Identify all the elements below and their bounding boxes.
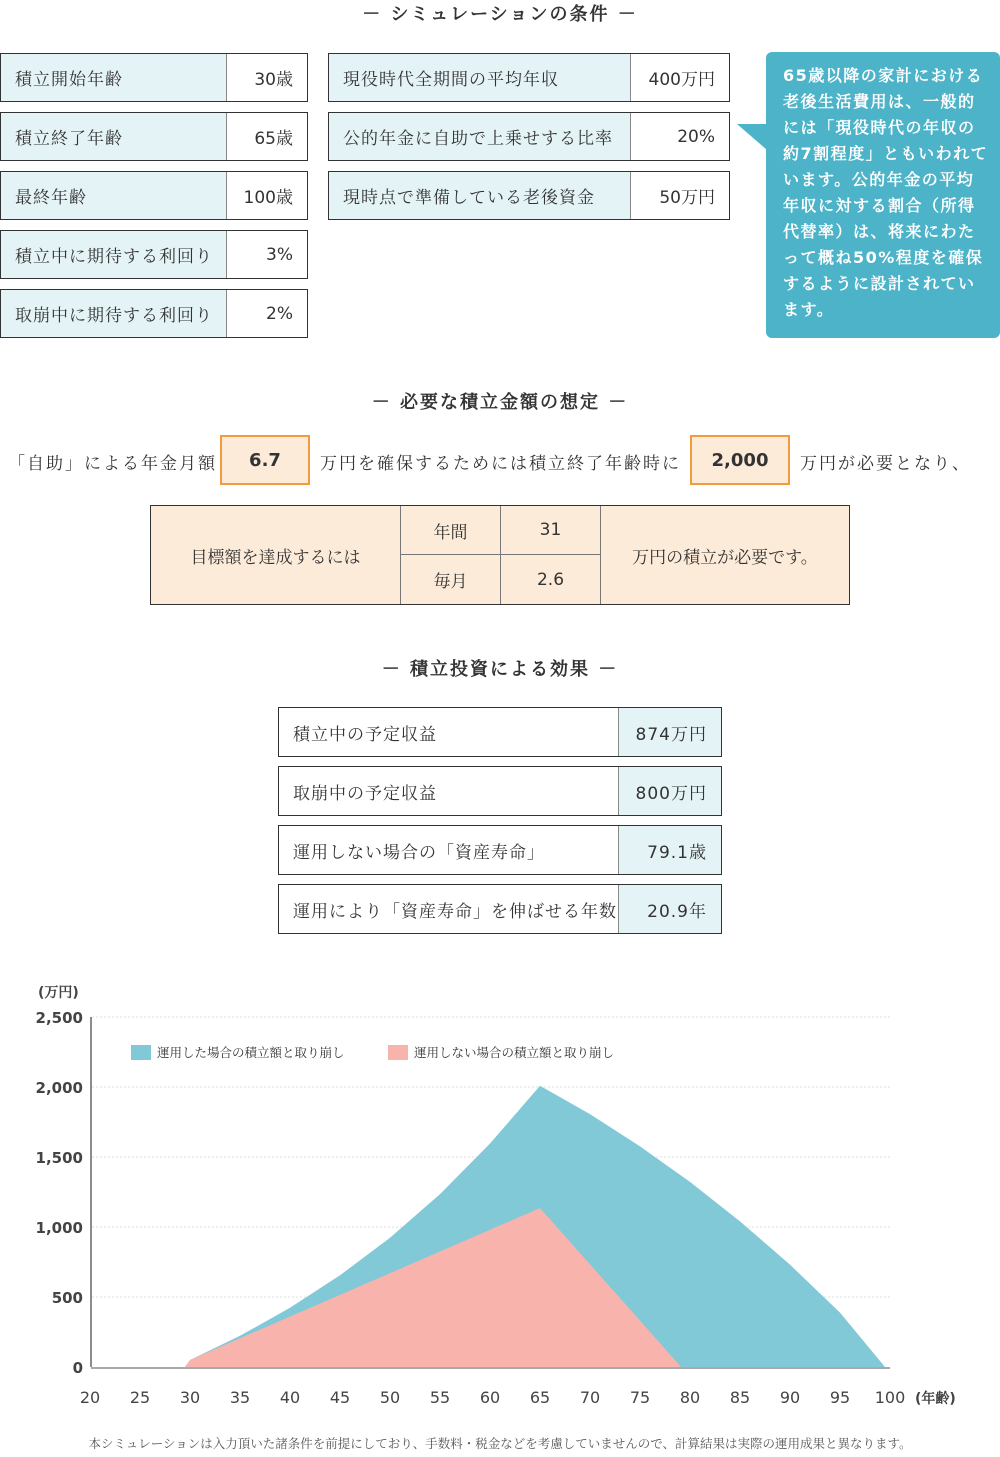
effect-row <box>278 884 722 934</box>
goal-table <box>150 505 850 605</box>
effect-row <box>278 766 722 816</box>
legend-label: 運用しない場合の積立額と取り崩し <box>414 1045 615 1060</box>
effect-value: 79.1歳 <box>619 826 721 874</box>
effect-row <box>278 707 722 757</box>
y-tick-label: 0 <box>72 1359 83 1377</box>
condition-row <box>328 53 730 102</box>
callout-note: 65歳以降の家計における老後生活費用は、一般的には「現役時代の年収の約7割程度」ともいわれています。公的年金の平均年収に対する割合（所得代替率）は、将来にわたって概ね50%程度を確保するように設計されています。 <box>766 52 1000 338</box>
legend-swatch <box>388 1045 408 1060</box>
required-suffix: 万円が必要となり、 <box>800 454 971 474</box>
x-tick-label: 60 <box>479 1388 501 1407</box>
effect-label: 積立中の予定収益 <box>279 708 619 756</box>
pension-text: 「自助」による年金月額 <box>8 454 217 474</box>
condition-value: 30歳 <box>227 54 307 101</box>
x-tick-label: 35 <box>229 1388 251 1407</box>
x-tick-label: 75 <box>629 1388 651 1407</box>
effect-value: 20.9年 <box>619 885 721 933</box>
condition-value: 400万円 <box>631 54 729 101</box>
y-tick-label: 500 <box>51 1289 83 1307</box>
condition-row <box>0 230 308 279</box>
effect-label: 運用しない場合の「資産寿命」 <box>279 826 619 874</box>
y-tick-label: 1,000 <box>35 1219 83 1237</box>
condition-value: 50万円 <box>631 172 729 219</box>
x-tick-label: 80 <box>679 1388 701 1407</box>
condition-label: 取崩中に期待する利回り <box>1 290 227 337</box>
condition-label: 積立終了年齢 <box>1 113 227 160</box>
y-axis-unit: (万円) <box>38 985 79 1001</box>
x-axis-unit: (年齢) <box>915 1391 956 1407</box>
condition-row <box>328 112 730 161</box>
condition-label: 積立開始年齢 <box>1 54 227 101</box>
legend-swatch <box>131 1045 151 1060</box>
required-text: 万円を確保するためには積立終了年齢時に <box>320 454 681 474</box>
x-tick-label: 100 <box>874 1388 906 1407</box>
x-tick-label: 45 <box>329 1388 351 1407</box>
required-amount-value: 2,000 <box>690 435 790 485</box>
condition-value: 65歳 <box>227 113 307 160</box>
x-tick-label: 65 <box>529 1388 551 1407</box>
condition-value: 20% <box>631 113 729 160</box>
condition-label: 公的年金に自助で上乗せする比率 <box>329 113 631 160</box>
monthly-pension-value: 6.7 <box>220 435 310 485</box>
y-tick-label: 2,500 <box>35 1009 83 1027</box>
condition-value: 2% <box>227 290 307 337</box>
effect-label: 取崩中の予定収益 <box>279 767 619 815</box>
condition-row <box>0 171 308 220</box>
x-tick-label: 90 <box>779 1388 801 1407</box>
legend-label: 運用した場合の積立額と取り崩し <box>157 1045 345 1060</box>
annual-value: 31 <box>501 506 601 555</box>
effect-label: 運用により「資産寿命」を伸ばせる年数 <box>279 885 619 933</box>
x-tick-label: 50 <box>379 1388 401 1407</box>
y-tick-label: 2,000 <box>35 1079 83 1097</box>
condition-value: 3% <box>227 231 307 278</box>
required-title: － 必要な積立金額の想定 － <box>371 392 629 413</box>
effects-title: － 積立投資による効果 － <box>381 659 619 680</box>
x-tick-label: 40 <box>279 1388 301 1407</box>
footnote: 本シミュレーションは入力頂いた諸条件を前提にしており、手数料・税金などを考慮していませんので、計算結果は実際の運用成果と異なります。 <box>88 1436 912 1451</box>
callout-arrow <box>737 124 767 150</box>
goal-label: 目標額を達成するには <box>151 506 401 604</box>
asset-chart <box>0 975 1000 1425</box>
condition-row <box>0 53 308 102</box>
x-tick-label: 55 <box>429 1388 451 1407</box>
effect-value: 874万円 <box>619 708 721 756</box>
condition-row <box>0 289 308 338</box>
effect-row <box>278 825 722 875</box>
conditions-title: － シミュレーションの条件 － <box>362 4 638 25</box>
monthly-value: 2.6 <box>501 555 601 604</box>
x-tick-label: 30 <box>179 1388 201 1407</box>
condition-label: 積立中に期待する利回り <box>1 231 227 278</box>
condition-row <box>0 112 308 161</box>
goal-suffix: 万円の積立が必要です。 <box>632 547 818 568</box>
condition-value: 100歳 <box>227 172 307 219</box>
x-tick-label: 95 <box>829 1388 851 1407</box>
annual-label: 年間 <box>401 506 501 555</box>
condition-label: 最終年齢 <box>1 172 227 219</box>
condition-label: 現役時代全期間の平均年収 <box>329 54 631 101</box>
y-tick-label: 1,500 <box>35 1149 83 1167</box>
monthly-label: 毎月 <box>401 555 501 604</box>
condition-label: 現時点で準備している老後資金 <box>329 172 631 219</box>
x-tick-label: 70 <box>579 1388 601 1407</box>
x-tick-label: 20 <box>79 1388 101 1407</box>
x-tick-label: 85 <box>729 1388 751 1407</box>
x-tick-label: 25 <box>129 1388 151 1407</box>
effect-value: 800万円 <box>619 767 721 815</box>
condition-row <box>328 171 730 220</box>
